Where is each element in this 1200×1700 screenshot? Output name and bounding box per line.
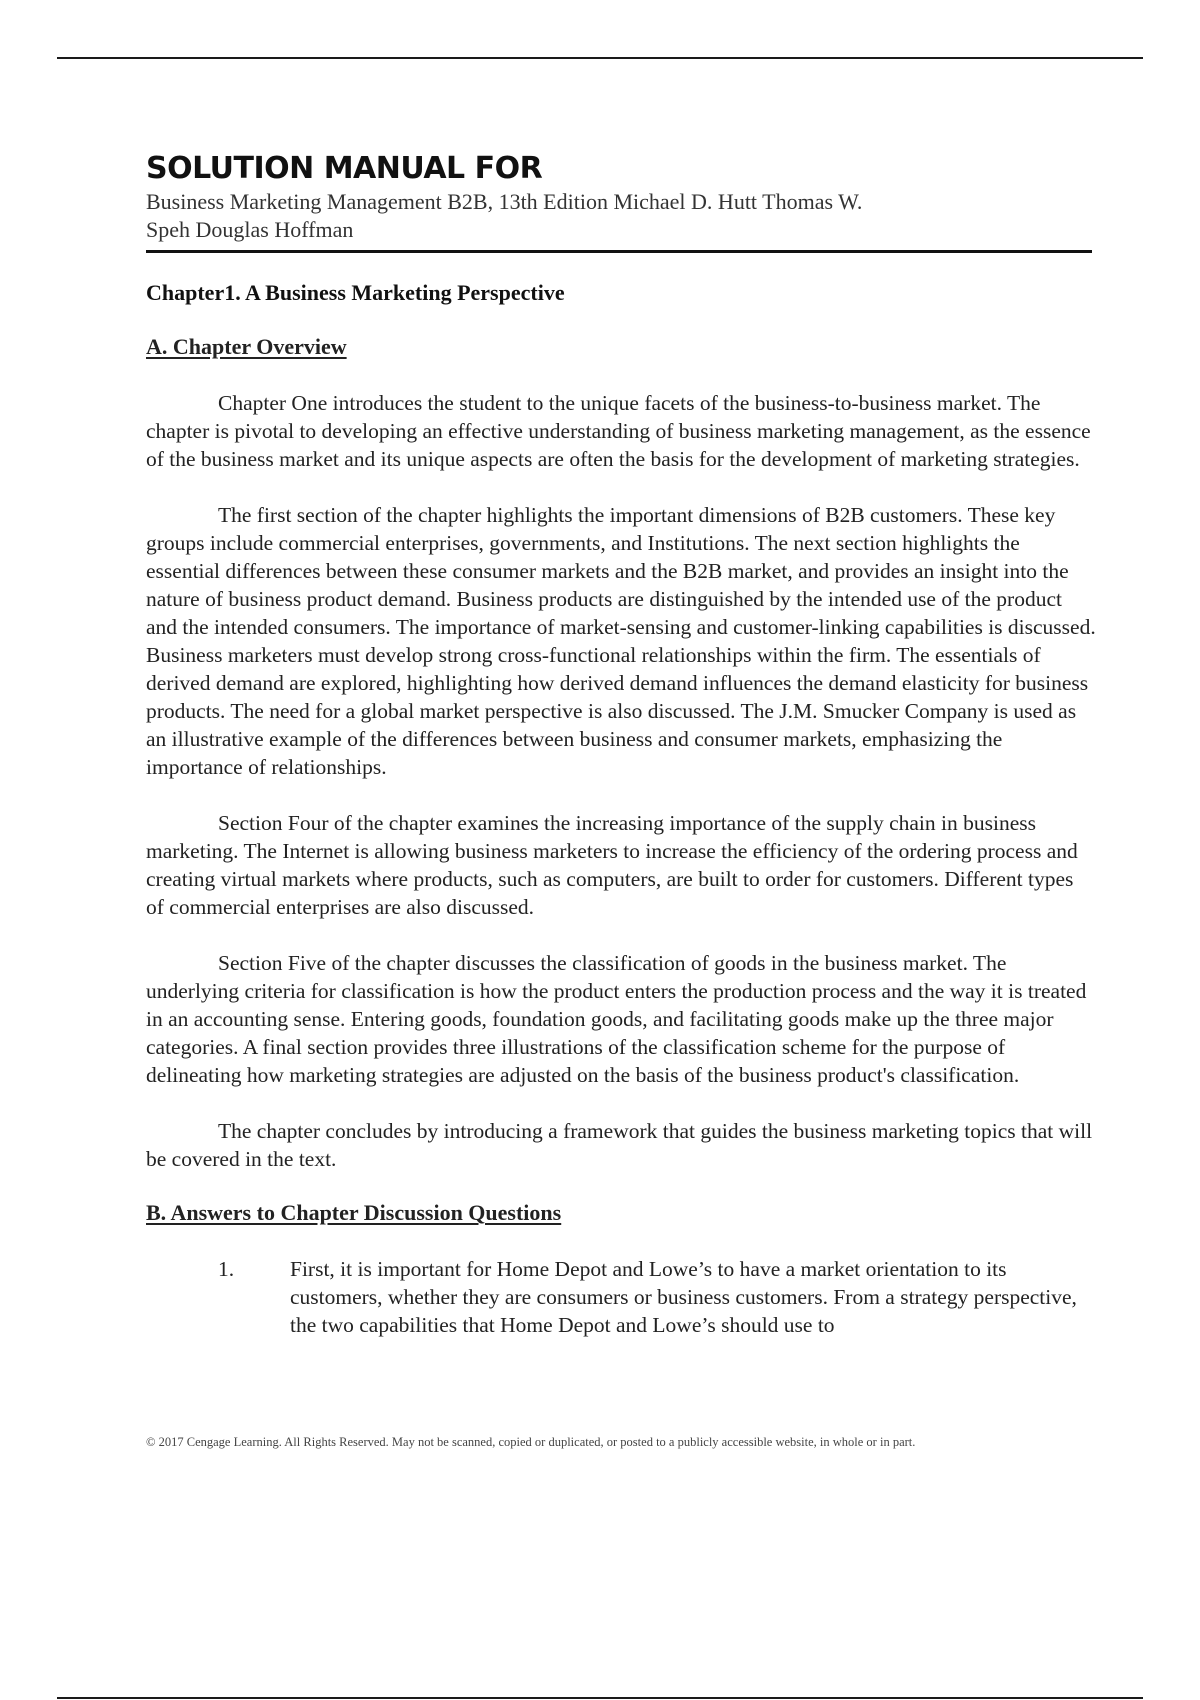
top-rule [57,57,1143,59]
overview-paragraph: Chapter One introduces the student to the unique facets of the business-to-business market. The chapter is pivotal to developing an effective understanding of business marketing management, as the essence of the business market and its unique aspects are often the basis for the development of marketing strategies. [146,391,1091,471]
document-heading: SOLUTION MANUAL FOR [146,151,543,186]
document-subtitle: Business Marketing Management B2B, 13th Edition Michael D. Hutt Thomas W. Speh Douglas Hoffman [146,189,863,242]
section-heading-answers [146,1199,1096,1227]
chapter-title: Chapter1. A Business Marketing Perspective [146,280,565,305]
overview-paragraph: Section Five of the chapter discusses the classification of goods in the business market. The underlying criteria for classification is how the product enters the production process and the way it is treated in an accounting sense. Entering goods, foundation goods, and facilitating goods make up the three major categories. A final section provides three illustrations of the classification scheme for the purpose of delineating how marketing strategies are adjusted on the basis of the business product's classification. [146,951,1087,1087]
section-heading-answers-text: B. Answers to Chapter Discussion Questions [146,1200,562,1225]
document-page [146,152,1096,1339]
copyright-footer: © 2017 Cengage Learning. All Rights Reserved. May not be scanned, copied or duplicated, or posted to a publicly accessible website, in whole or in part. [146,1435,916,1449]
answer-text: First, it is important for Home Depot and Lowe’s to have a market orientation to its customers, whether they are consumers or business customers. From a strategy perspective, the two capabilities that Home Depot and Lowe’s should use to [290,1257,1077,1337]
answer-number: 1. [218,1257,235,1281]
answer-list-item [146,1255,1096,1339]
section-heading-overview-text: A. Chapter Overview [146,334,347,359]
overview-paragraph: The first section of the chapter highlights the important dimensions of B2B customers. These key groups include commercial enterprises, governments, and Institutions. The next section highlights the essential differences between these consumer markets and the B2B market, and provides an insight into the nature of business product demand. Business products are distinguished by the intended use of the product and the intended consumers. The importance of market-sensing and customer-linking capabilities is discussed. Business marketers must develop strong cross-functional relationships within the firm. The essentials of derived demand are explored, highlighting how derived demand influences the demand elasticity for business products. The need for a global market perspective is also discussed. The J.M. Smucker Company is used as an illustrative example of the differences between business and consumer markets, emphasizing the importance of relationships. [146,503,1096,779]
bottom-rule [57,1697,1143,1699]
section-heading-overview [146,333,1096,361]
overview-paragraph: Section Four of the chapter examines the increasing importance of the supply chain in business marketing. The Internet is allowing business marketers to increase the efficiency of the ordering process and creating virtual markets where products, such as computers, are built to order for customers. Different types of commercial enterprises are also discussed. [146,811,1078,919]
heading-divider [146,250,1092,253]
overview-paragraph: The chapter concludes by introducing a framework that guides the business marketing topics that will be covered in the text. [146,1119,1093,1171]
